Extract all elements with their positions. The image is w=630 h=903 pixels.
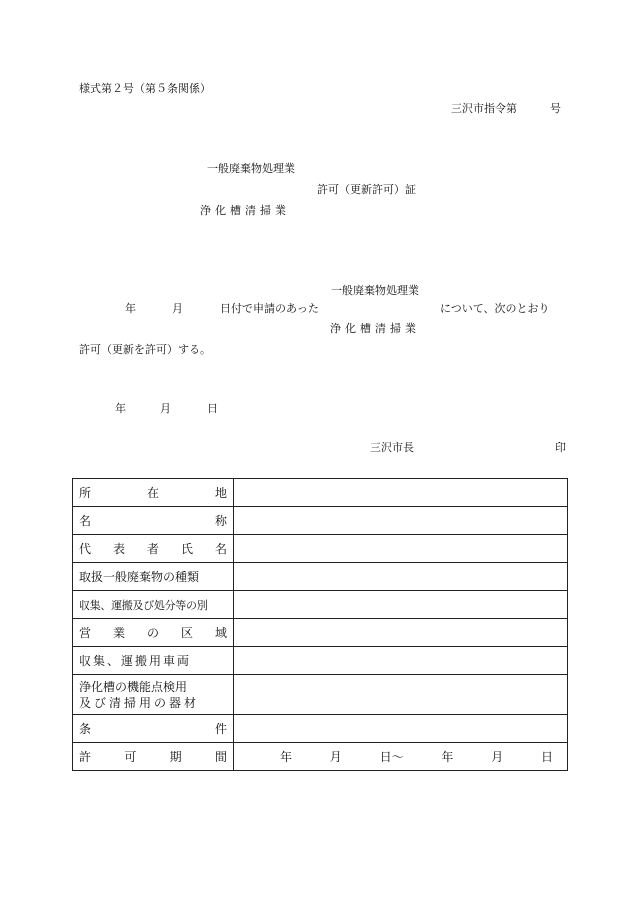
value-name xyxy=(234,507,568,535)
label-name: 名 称 xyxy=(73,507,234,535)
table-row-name xyxy=(73,507,568,535)
body-month: 月 xyxy=(172,302,183,315)
table-row-business-category xyxy=(73,591,568,619)
value-business-area xyxy=(234,619,568,647)
seal-mark: 印 xyxy=(555,441,566,454)
date-year: 年 xyxy=(115,402,126,415)
table-row-conditions xyxy=(73,715,568,743)
label-conditions: 条 件 xyxy=(73,715,234,743)
document-number: 三沢市指令第 号 xyxy=(451,102,561,115)
label-business-category: 収集、運搬及び処分等の別 xyxy=(73,591,234,619)
value-conditions xyxy=(234,715,568,743)
date-day: 日 xyxy=(207,402,218,415)
label-address: 所 在 地 xyxy=(73,479,234,507)
table-row-address xyxy=(73,479,568,507)
period-end-month: 月 xyxy=(491,750,504,764)
table-row-vehicles xyxy=(73,647,568,675)
value-waste-type xyxy=(234,563,568,591)
body-year: 年 xyxy=(125,302,136,315)
label-waste-type: 取扱一般廃棄物の種類 xyxy=(73,563,234,591)
title-business-type: 一般廃棄物処理業 xyxy=(207,162,295,175)
table-row-representative xyxy=(73,535,568,563)
value-permit-period xyxy=(234,743,568,771)
body-septic-business: 浄化槽清掃業 xyxy=(330,322,420,335)
title-septic-business: 浄化槽清掃業 xyxy=(200,204,290,217)
value-address xyxy=(234,479,568,507)
table-row-business-area xyxy=(73,619,568,647)
mayor-title: 三沢市長 xyxy=(370,441,414,454)
value-equipment xyxy=(234,675,568,715)
body-following: について、次のとおり xyxy=(440,302,550,315)
body-application-date: 日付で申請のあった xyxy=(220,302,319,315)
period-end-year: 年 xyxy=(441,750,454,764)
label-vehicles: 収集、運搬用車両 xyxy=(73,647,234,675)
value-business-category xyxy=(234,591,568,619)
date-month: 月 xyxy=(160,402,171,415)
label-representative: 代 表 者 氏 名 xyxy=(73,535,234,563)
period-end-day: 日 xyxy=(540,750,553,764)
table-row-permit-period xyxy=(73,743,568,771)
label-business-area: 営 業 の 区 域 xyxy=(73,619,234,647)
value-vehicles xyxy=(234,647,568,675)
form-number: 様式第２号（第５条関係） xyxy=(79,82,211,95)
label-equipment: 浄化槽の機能点検用 及び清掃用の器材 xyxy=(73,675,234,715)
permit-info-table xyxy=(72,478,568,771)
table-row-equipment xyxy=(73,675,568,715)
period-start-year: 年 xyxy=(280,750,293,764)
title-permit: 許可（更新許可）証 xyxy=(317,183,416,196)
value-representative xyxy=(234,535,568,563)
table-row-waste-type xyxy=(73,563,568,591)
body-permission: 許可（更新を許可）する。 xyxy=(79,343,211,356)
period-start-day: 日～ xyxy=(379,750,404,764)
body-business-type: 一般廃棄物処理業 xyxy=(331,284,419,297)
period-start-month: 月 xyxy=(329,750,342,764)
label-permit-period: 許 可 期 間 xyxy=(73,743,234,771)
